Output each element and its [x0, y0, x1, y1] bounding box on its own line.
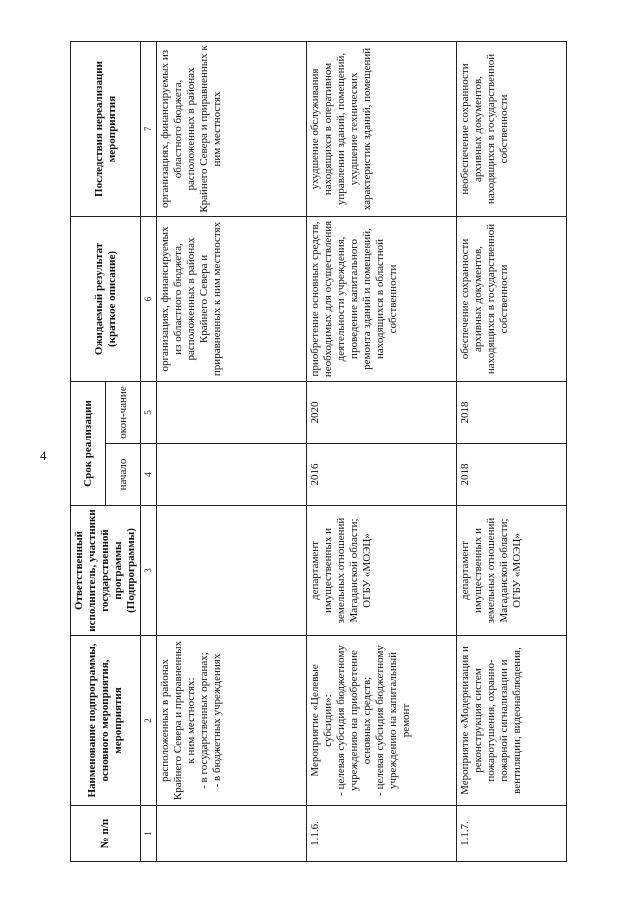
row-end: 2018: [457, 381, 567, 443]
table-row: [157, 41, 307, 861]
header-term: Срок реализации: [71, 381, 106, 505]
header-executor: Ответственный исполнитель, участники государственной программы (Подпрограммы): [71, 506, 141, 636]
row-result: приобретение основных средств, необходимых для осуществления деятельности учреждения, проведение капитального ремонта зданий и помещений, находящихся в областной собственности: [307, 216, 457, 381]
row-num: 1.1.7.: [457, 806, 567, 862]
row-num: 1.1.6.: [307, 806, 457, 862]
header-consequence: Последствия нереализации мероприятия: [71, 41, 141, 216]
program-measures-table: [70, 41, 567, 862]
row-executor: департамент имущественных и земельных отношений Магаданской области; ОГБУ «МОЭЦ»: [307, 506, 457, 636]
header-row: [71, 41, 106, 861]
name-line: Мероприятие «Модернизация и реконструкция систем пожаротушения, охранно-пожарной сигнализации и вентиляции, видеонаблюдения,: [459, 646, 523, 795]
header-num: № п/п: [71, 806, 141, 862]
row-name: [457, 636, 567, 806]
row-executor: департамент имущественных и земельных отношений Магаданской области; ОГБУ «МОЭЦ»: [457, 506, 567, 636]
header-name: Наименование подпрограммы, основного мероприятия, мероприятия: [71, 636, 141, 806]
column-number-row: [141, 41, 157, 861]
header-result: Ожидаемый результат (краткое описание): [71, 216, 141, 381]
col-number: 6: [141, 216, 157, 381]
name-line: Мероприятие «Целевые субсидии»:: [309, 664, 334, 777]
row-end: [157, 381, 307, 443]
row-result: организациях, финансируемых из областного бюджета, расположенных в районах Крайнего Севера и приравненных к ним местностях: [157, 216, 307, 381]
page-number: 4: [40, 448, 47, 463]
name-line: - целевая субсидия бюджетному учреждению на приобретение основных средств;: [335, 645, 373, 796]
row-consequence: необеспечение сохранности архивных документов, находящихся в государственной собственности: [457, 41, 567, 216]
row-consequence: организациях, финансируемых из областного бюджета, расположенных в районах Крайнего Севера и приравненных к ним местностях: [157, 41, 307, 216]
col-number: 1: [141, 806, 157, 862]
row-start: [157, 444, 307, 506]
table-row: [307, 41, 457, 861]
col-number: 2: [141, 636, 157, 806]
row-name: [157, 636, 307, 806]
col-number: 4: [141, 444, 157, 506]
row-start: 2018: [457, 444, 567, 506]
row-start: 2016: [307, 444, 457, 506]
table-row: [457, 41, 567, 861]
col-number: 3: [141, 506, 157, 636]
name-line: - в бюджетных учреждениях: [211, 653, 223, 788]
name-line: - целевая субсидия бюджетному учреждению на капитальный ремонт: [374, 645, 412, 796]
row-end: 2020: [307, 381, 457, 443]
header-start: начало: [106, 444, 141, 506]
row-name: [307, 636, 457, 806]
row-result: обеспечение сохранности архивных документов, находящихся в государственной собственности: [457, 216, 567, 381]
col-number: 5: [141, 381, 157, 443]
header-end: окон-чание: [106, 381, 141, 443]
name-line: расположенных в районах Крайнего Севера и приравненных к ним местностях:: [159, 640, 197, 801]
rotated-table-wrapper: [70, 42, 570, 862]
name-line: - в государственных органах;: [198, 652, 210, 789]
col-number: 7: [141, 41, 157, 216]
row-executor: [157, 506, 307, 636]
row-consequence: ухудшение обслуживания находящихся в оперативном управлении зданий, помещений, ухудшение технических характеристик зданий, помещений: [307, 41, 457, 216]
row-num: [157, 806, 307, 862]
